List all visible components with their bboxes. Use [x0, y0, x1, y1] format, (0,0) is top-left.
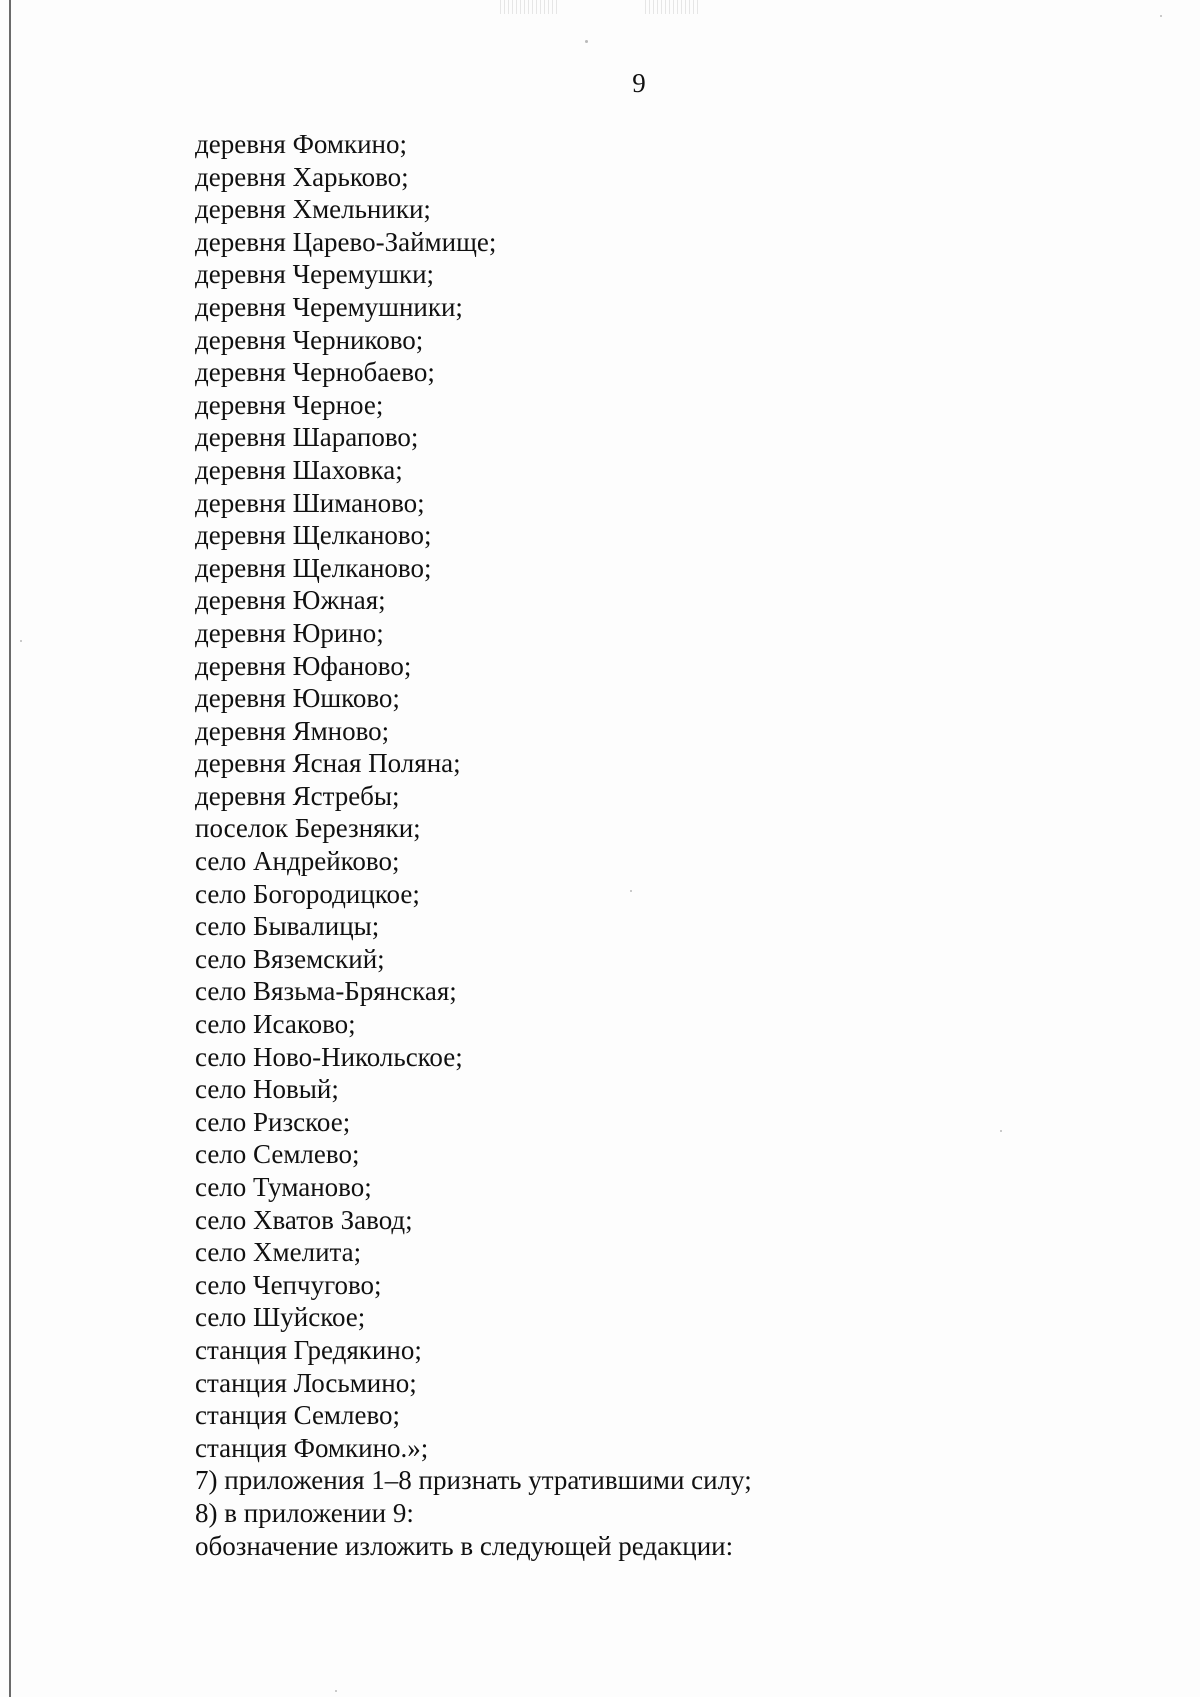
text-line: село Бывалицы; — [195, 911, 380, 942]
text-line: станция Гредякино; — [195, 1334, 422, 1365]
text-line: село Новый; — [195, 1074, 339, 1105]
scan-noise — [500, 0, 560, 14]
text-line: деревня Царево-Займище; — [195, 226, 497, 257]
text-line: деревня Шиманово; — [195, 487, 425, 518]
settlement-list — [195, 128, 752, 1562]
text-line: деревня Щелканово; — [195, 552, 432, 583]
text-line: деревня Черниково; — [195, 324, 424, 355]
text-line: деревня Черное; — [195, 389, 384, 420]
text-line: село Ново-Никольское; — [195, 1041, 463, 1072]
scan-left-edge — [9, 0, 11, 1697]
text-line: село Андрейково; — [195, 846, 400, 877]
text-line: деревня Хмельники; — [195, 194, 431, 225]
text-line: деревня Юфаново; — [195, 650, 412, 681]
text-line: деревня Харьково; — [195, 161, 409, 192]
text-line: село Шуйское; — [195, 1302, 366, 1333]
text-line: деревня Щелканово; — [195, 520, 432, 551]
text-line: станция Фомкино.»; — [195, 1432, 429, 1463]
text-line: село Богородицкое; — [195, 878, 420, 909]
text-line: село Семлево; — [195, 1139, 360, 1170]
scan-speck — [335, 1690, 337, 1692]
text-line: село Хмелита; — [195, 1237, 362, 1268]
text-line: 7) приложения 1–8 признать утратившими силу; — [195, 1465, 752, 1496]
page-number: 9 — [632, 68, 646, 98]
text-line: деревня Ямново; — [195, 715, 390, 746]
text-line: 8) в приложении 9: — [195, 1497, 414, 1528]
text-line: деревня Южная; — [195, 585, 386, 616]
scan-speck — [585, 40, 588, 43]
text-line: село Хватов Завод; — [195, 1204, 413, 1235]
scan-noise — [645, 0, 700, 14]
text-line: деревня Ясная Поляна; — [195, 748, 461, 779]
text-line: деревня Черемушки; — [195, 259, 435, 290]
text-line: деревня Шаховка; — [195, 454, 403, 485]
text-line: деревня Чернобаево; — [195, 357, 435, 388]
text-line: станция Семлево; — [195, 1400, 401, 1431]
text-line: деревня Фомкино; — [195, 129, 407, 159]
text-line: станция Лосьмино; — [195, 1367, 417, 1398]
scan-speck — [1000, 1130, 1002, 1132]
text-line: деревня Шарапово; — [195, 422, 419, 453]
scan-speck — [20, 640, 22, 642]
text-line: деревня Черемушники; — [195, 291, 463, 322]
text-line: село Ризское; — [195, 1106, 351, 1137]
scan-speck — [1160, 15, 1162, 17]
text-line: село Туманово; — [195, 1172, 372, 1202]
text-line: село Вязьма-Брянская; — [195, 976, 457, 1007]
text-line: поселок Березняки; — [195, 813, 421, 844]
text-line: село Исаково; — [195, 1009, 356, 1040]
text-line: деревня Ястребы; — [195, 780, 400, 811]
text-line: село Вяземский; — [195, 943, 385, 974]
text-line: обозначение изложить в следующей редакции: — [195, 1530, 734, 1561]
text-line: село Чепчугово; — [195, 1269, 382, 1300]
text-line: деревня Юшково; — [195, 683, 400, 714]
text-line: деревня Юрино; — [195, 617, 384, 648]
